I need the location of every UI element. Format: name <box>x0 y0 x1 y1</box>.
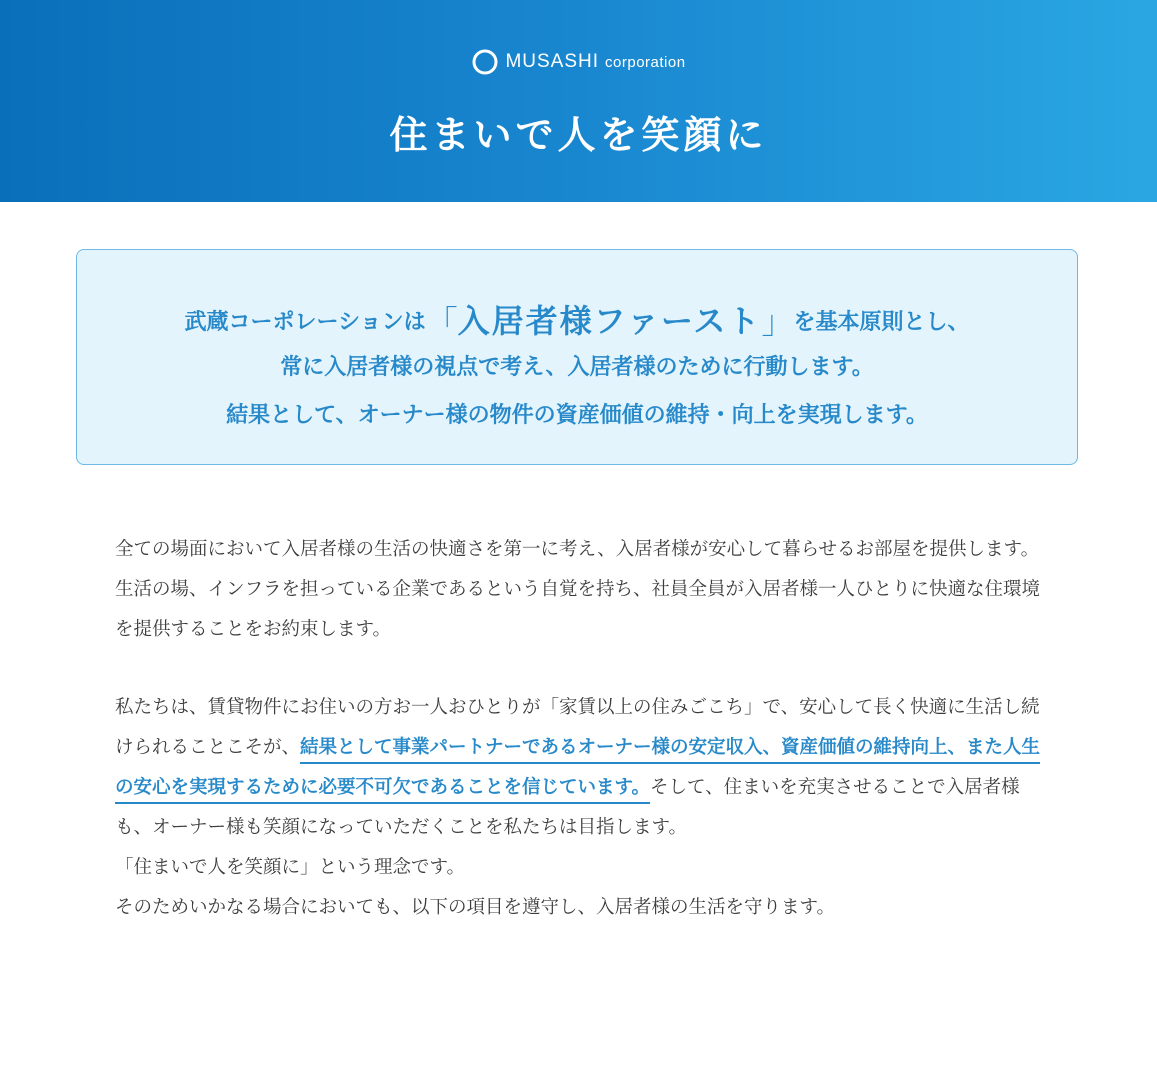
mission-line-1 <box>77 296 1077 343</box>
paragraph-3-post: そして、住まいを充実させることで入居者様も、オーナー様も笑顔になっていただくことを私たちは目指します。 <box>115 777 1020 838</box>
mission-statement-box <box>76 249 1078 465</box>
hero-banner <box>0 0 1157 202</box>
paragraph-spacer <box>115 650 1049 688</box>
highlighted-statement: 結果として事業パートナーであるオーナー様の安定収入、資産価値の維持向上、また人生の安心を実現するために必要不可欠であることを信じています。 <box>115 737 1040 804</box>
mission-line-1-post: を基本原則とし、 <box>793 310 970 335</box>
logo-circle-icon <box>471 48 499 76</box>
paragraph-3 <box>115 688 1049 848</box>
logo-name: MUSASHI <box>505 51 600 72</box>
paragraph-2: 生活の場、インフラを担っている企業であるという自覚を持ち、社員全員が入居者様一人ひとりに快適な住環境を提供することをお約束します。 <box>115 579 1041 640</box>
mission-emphasis: 入居者様ファースト <box>457 302 762 340</box>
paragraph-5: そのためいかなる場合においても、以下の項目を遵守し、入居者様の生活を守ります。 <box>115 897 836 918</box>
company-logo[interactable] <box>0 48 1157 76</box>
paragraph-3-pre: 私たちは、賃貸物件にお住いの方お一人おひとりが「家賃以上の住みごこち」で、安心して長く快適に生活し続けられることこそが、 <box>115 697 1040 758</box>
open-bracket: 「 <box>425 303 458 341</box>
paragraph-4: 「住まいで人を笑顔に」という理念です。 <box>115 857 466 878</box>
close-bracket: 」 <box>761 303 794 341</box>
mission-line-2: 常に入居者様の視点で考え、入居者様のために行動します。 <box>280 355 874 380</box>
paragraph-1: 全ての場面において入居者様の生活の快適さを第一に考え、入居者様が安心して暮らせるお部屋を提供します。 <box>115 539 1040 560</box>
mission-line-1-pre: 武蔵コーポレーションは <box>184 310 426 335</box>
logo-subtitle: corporation <box>605 53 686 71</box>
philosophy-body <box>115 530 1049 928</box>
mission-line-3: 結果として、オーナー様の物件の資産価値の維持・向上を実現します。 <box>226 403 928 428</box>
page-title: 住まいで人を笑顔に <box>389 113 768 157</box>
